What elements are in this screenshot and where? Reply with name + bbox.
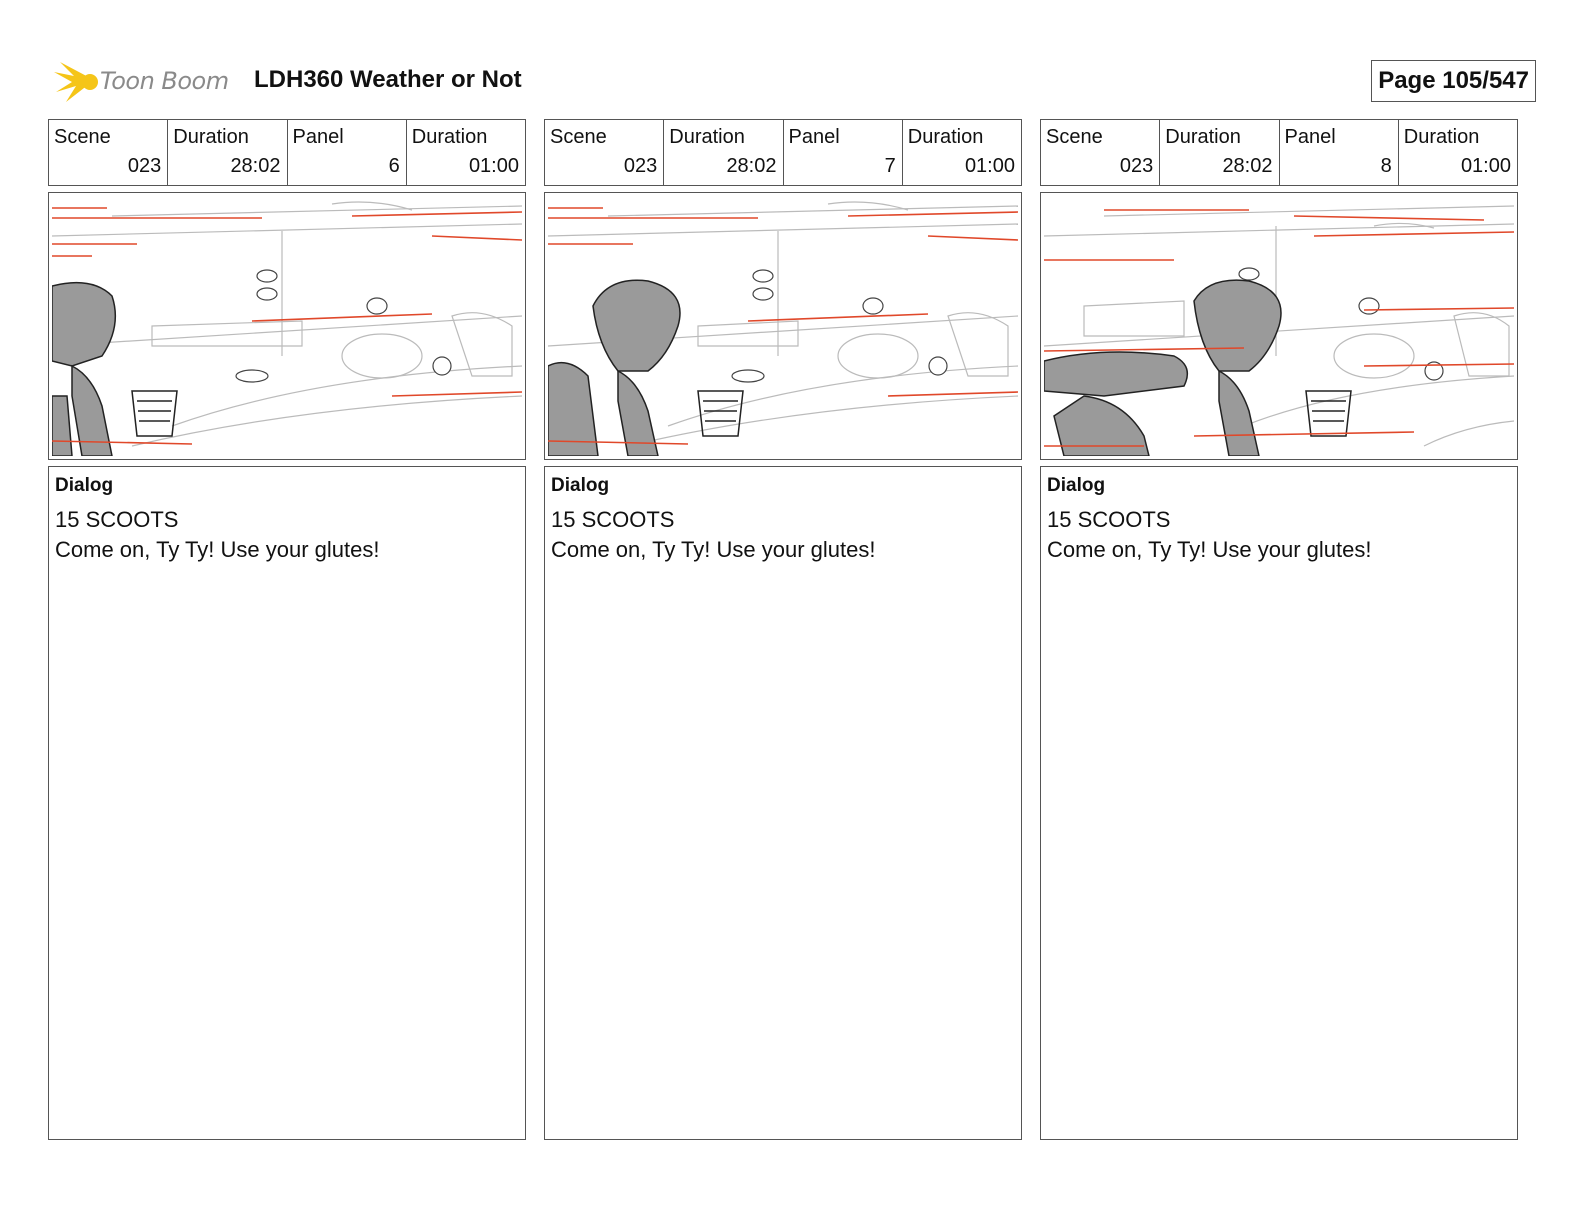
scene-label: Scene: [54, 126, 111, 148]
scene-duration-value: 28:02: [1222, 155, 1273, 177]
dialog-line-2: Come on, Ty Ty! Use your glutes!: [55, 537, 380, 562]
toon-boom-logo: [52, 56, 229, 106]
scene-value: 023: [623, 155, 658, 177]
dialog-line-1: 15 SCOOTS: [55, 507, 179, 532]
panel-cell: [1280, 120, 1399, 185]
storyboard-frame: [544, 192, 1022, 460]
panel-cell: [288, 120, 407, 185]
duration-label: Duration: [907, 126, 984, 148]
page-number: Page 105/547: [1371, 60, 1536, 102]
logo-text: Toon Boom: [100, 67, 229, 95]
scene-duration-value: 28:02: [726, 155, 777, 177]
dialog-box: [48, 466, 526, 1140]
scene-cell: [1041, 120, 1160, 185]
dialog-line-1: 15 SCOOTS: [551, 507, 675, 532]
panel-column-3: [1040, 119, 1518, 1140]
duration-label: Duration: [669, 126, 745, 148]
panel-duration-cell: [1399, 120, 1517, 185]
panel-duration-cell: [407, 120, 525, 185]
panel-label: Panel: [788, 126, 840, 148]
scene-value: 023: [127, 155, 162, 177]
duration-label: Duration: [411, 126, 488, 148]
panel-duration-value: 01:00: [964, 155, 1015, 177]
panel-column-2: [544, 119, 1022, 1140]
duration-label: Duration: [1403, 126, 1480, 148]
panel-cell: [784, 120, 903, 185]
panel-value: 8: [1380, 155, 1392, 177]
dialog-box: [544, 466, 1022, 1140]
dialog-box: [1040, 466, 1518, 1140]
duration-label: Duration: [1165, 126, 1241, 148]
scene-duration-value: 28:02: [230, 155, 281, 177]
scene-duration-cell: [168, 120, 287, 185]
scene-label: Scene: [550, 126, 607, 148]
panel-label: Panel: [1284, 126, 1336, 148]
scene-cell: [49, 120, 168, 185]
dialog-line-2: Come on, Ty Ty! Use your glutes!: [1047, 537, 1372, 562]
document-title: LDH360 Weather or Not: [254, 66, 522, 93]
scene-cell: [545, 120, 664, 185]
sketch-illustration: [1044, 196, 1514, 456]
panel-info-row: [48, 119, 526, 186]
scene-duration-cell: [664, 120, 783, 185]
page-header: [48, 56, 1536, 106]
dialog-label: Dialog: [551, 475, 610, 496]
starburst-icon: [52, 56, 102, 106]
dialog-line-1: 15 SCOOTS: [1047, 507, 1171, 532]
scene-value: 023: [1119, 155, 1154, 177]
panel-duration-value: 01:00: [468, 155, 519, 177]
panel-column-1: [48, 119, 526, 1140]
panel-duration-value: 01:00: [1460, 155, 1511, 177]
storyboard-frame: [48, 192, 526, 460]
sketch-illustration: [548, 196, 1018, 456]
dialog-line-2: Come on, Ty Ty! Use your glutes!: [551, 537, 876, 562]
panel-info-row: [544, 119, 1022, 186]
panel-duration-cell: [903, 120, 1021, 185]
panel-value: 6: [388, 155, 400, 177]
dialog-label: Dialog: [1047, 475, 1106, 496]
scene-label: Scene: [1046, 126, 1103, 148]
duration-label: Duration: [173, 126, 249, 148]
dialog-label: Dialog: [55, 475, 114, 496]
storyboard-frame: [1040, 192, 1518, 460]
sketch-illustration: [52, 196, 522, 456]
panel-value: 7: [884, 155, 896, 177]
panel-info-row: [1040, 119, 1518, 186]
panel-label: Panel: [292, 126, 344, 148]
scene-duration-cell: [1160, 120, 1279, 185]
